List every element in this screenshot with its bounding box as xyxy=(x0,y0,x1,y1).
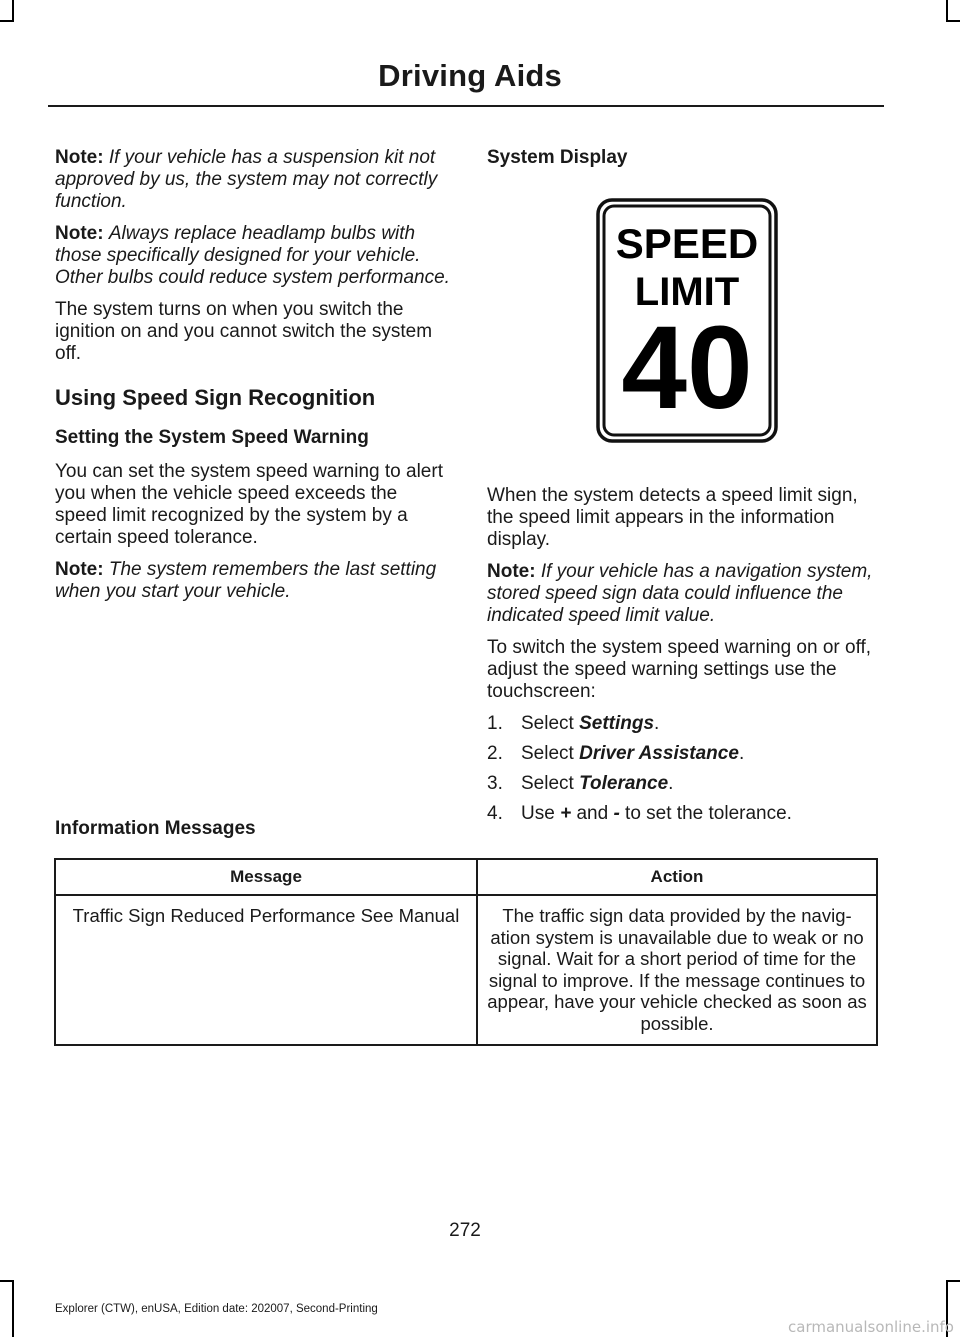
crop-mark xyxy=(12,1280,14,1337)
crop-mark xyxy=(946,0,948,22)
crop-mark xyxy=(0,20,14,22)
list-item xyxy=(487,713,887,735)
information-messages-table xyxy=(54,858,878,1046)
note-suspension xyxy=(55,147,450,213)
footer-edition: Explorer (CTW), enUSA, Edition date: 202007, Second-Printing xyxy=(55,1303,378,1315)
crop-mark xyxy=(946,1280,960,1282)
table-header-row xyxy=(55,859,877,895)
step-text: Select Tolerance. xyxy=(521,773,674,794)
note-text: If your vehicle has a navigation system, stored speed sign data could influence the indicated speed limit value. xyxy=(487,561,873,626)
watermark: carmanualsonline.info xyxy=(788,1318,954,1336)
note-label: Note: xyxy=(55,147,104,168)
note-text: The system remembers the last setting when you start your vehicle. xyxy=(55,559,437,602)
column-header-action: Action xyxy=(477,859,877,895)
page-number: 272 xyxy=(449,1220,481,1241)
sign-line-limit: LIMIT xyxy=(634,270,740,314)
crop-mark xyxy=(946,20,960,22)
sign-number: 40 xyxy=(621,302,753,434)
list-item xyxy=(487,773,887,795)
table-row xyxy=(55,895,877,1045)
step-number: 4. xyxy=(487,803,503,824)
action-cell: The traffic sign data provided by the navig-ation system is unavailable due to weak or no signal. Wait for a short period of time for the signal to improve. If the message continues to appear, have your vehicle checked as soon as possible. xyxy=(477,895,877,1045)
sign-line-speed: SPEED xyxy=(615,220,759,267)
note-navigation xyxy=(487,561,887,627)
step-text: Select Settings. xyxy=(521,713,660,734)
message-cell: Traffic Sign Reduced Performance See Manual xyxy=(55,895,477,1045)
crop-mark xyxy=(0,1280,14,1282)
list-item xyxy=(487,743,887,765)
step-number: 2. xyxy=(487,743,503,764)
step-text: Select Driver Assistance. xyxy=(521,743,745,764)
steps-list xyxy=(487,713,887,825)
step-number: 1. xyxy=(487,713,503,734)
list-item xyxy=(487,803,887,825)
speed-limit-sign-icon xyxy=(596,198,778,443)
crop-mark xyxy=(12,0,14,22)
note-remembers xyxy=(55,559,450,603)
system-on-paragraph: The system turns on when you switch the ignition on and you cannot switch the system off. xyxy=(55,299,433,364)
header-rule xyxy=(48,105,884,107)
section-heading: Using Speed Sign Recognition xyxy=(55,385,376,410)
note-label: Note: xyxy=(55,559,104,580)
note-headlamp xyxy=(55,223,450,289)
note-text: Always replace headlamp bulbs with those specifically designed for your vehicle. Other bulbs could reduce system performance. xyxy=(55,223,450,288)
sub-heading: Setting the System Speed Warning xyxy=(55,427,369,448)
note-text: If your vehicle has a suspension kit not approved by us, the system may not correctly function. xyxy=(55,147,438,212)
system-display-heading: System Display xyxy=(487,147,628,168)
column-header-message: Message xyxy=(55,859,477,895)
display-paragraph: When the system detects a speed limit sign, the speed limit appears in the information display. xyxy=(487,485,858,550)
speed-warning-paragraph: You can set the system speed warning to alert you when the vehicle speed exceeds the speed limit recognized by the system by a certain speed tolerance. xyxy=(55,461,443,548)
note-label: Note: xyxy=(55,223,104,244)
page-header-title: Driving Aids xyxy=(378,58,562,93)
information-messages-heading: Information Messages xyxy=(55,818,256,839)
step-text: Use + and - to set the tolerance. xyxy=(521,803,792,824)
touchscreen-paragraph: To switch the system speed warning on or off, adjust the speed warning settings use the touchscreen: xyxy=(487,637,872,702)
step-number: 3. xyxy=(487,773,503,794)
note-label: Note: xyxy=(487,561,536,582)
left-column xyxy=(55,147,450,613)
